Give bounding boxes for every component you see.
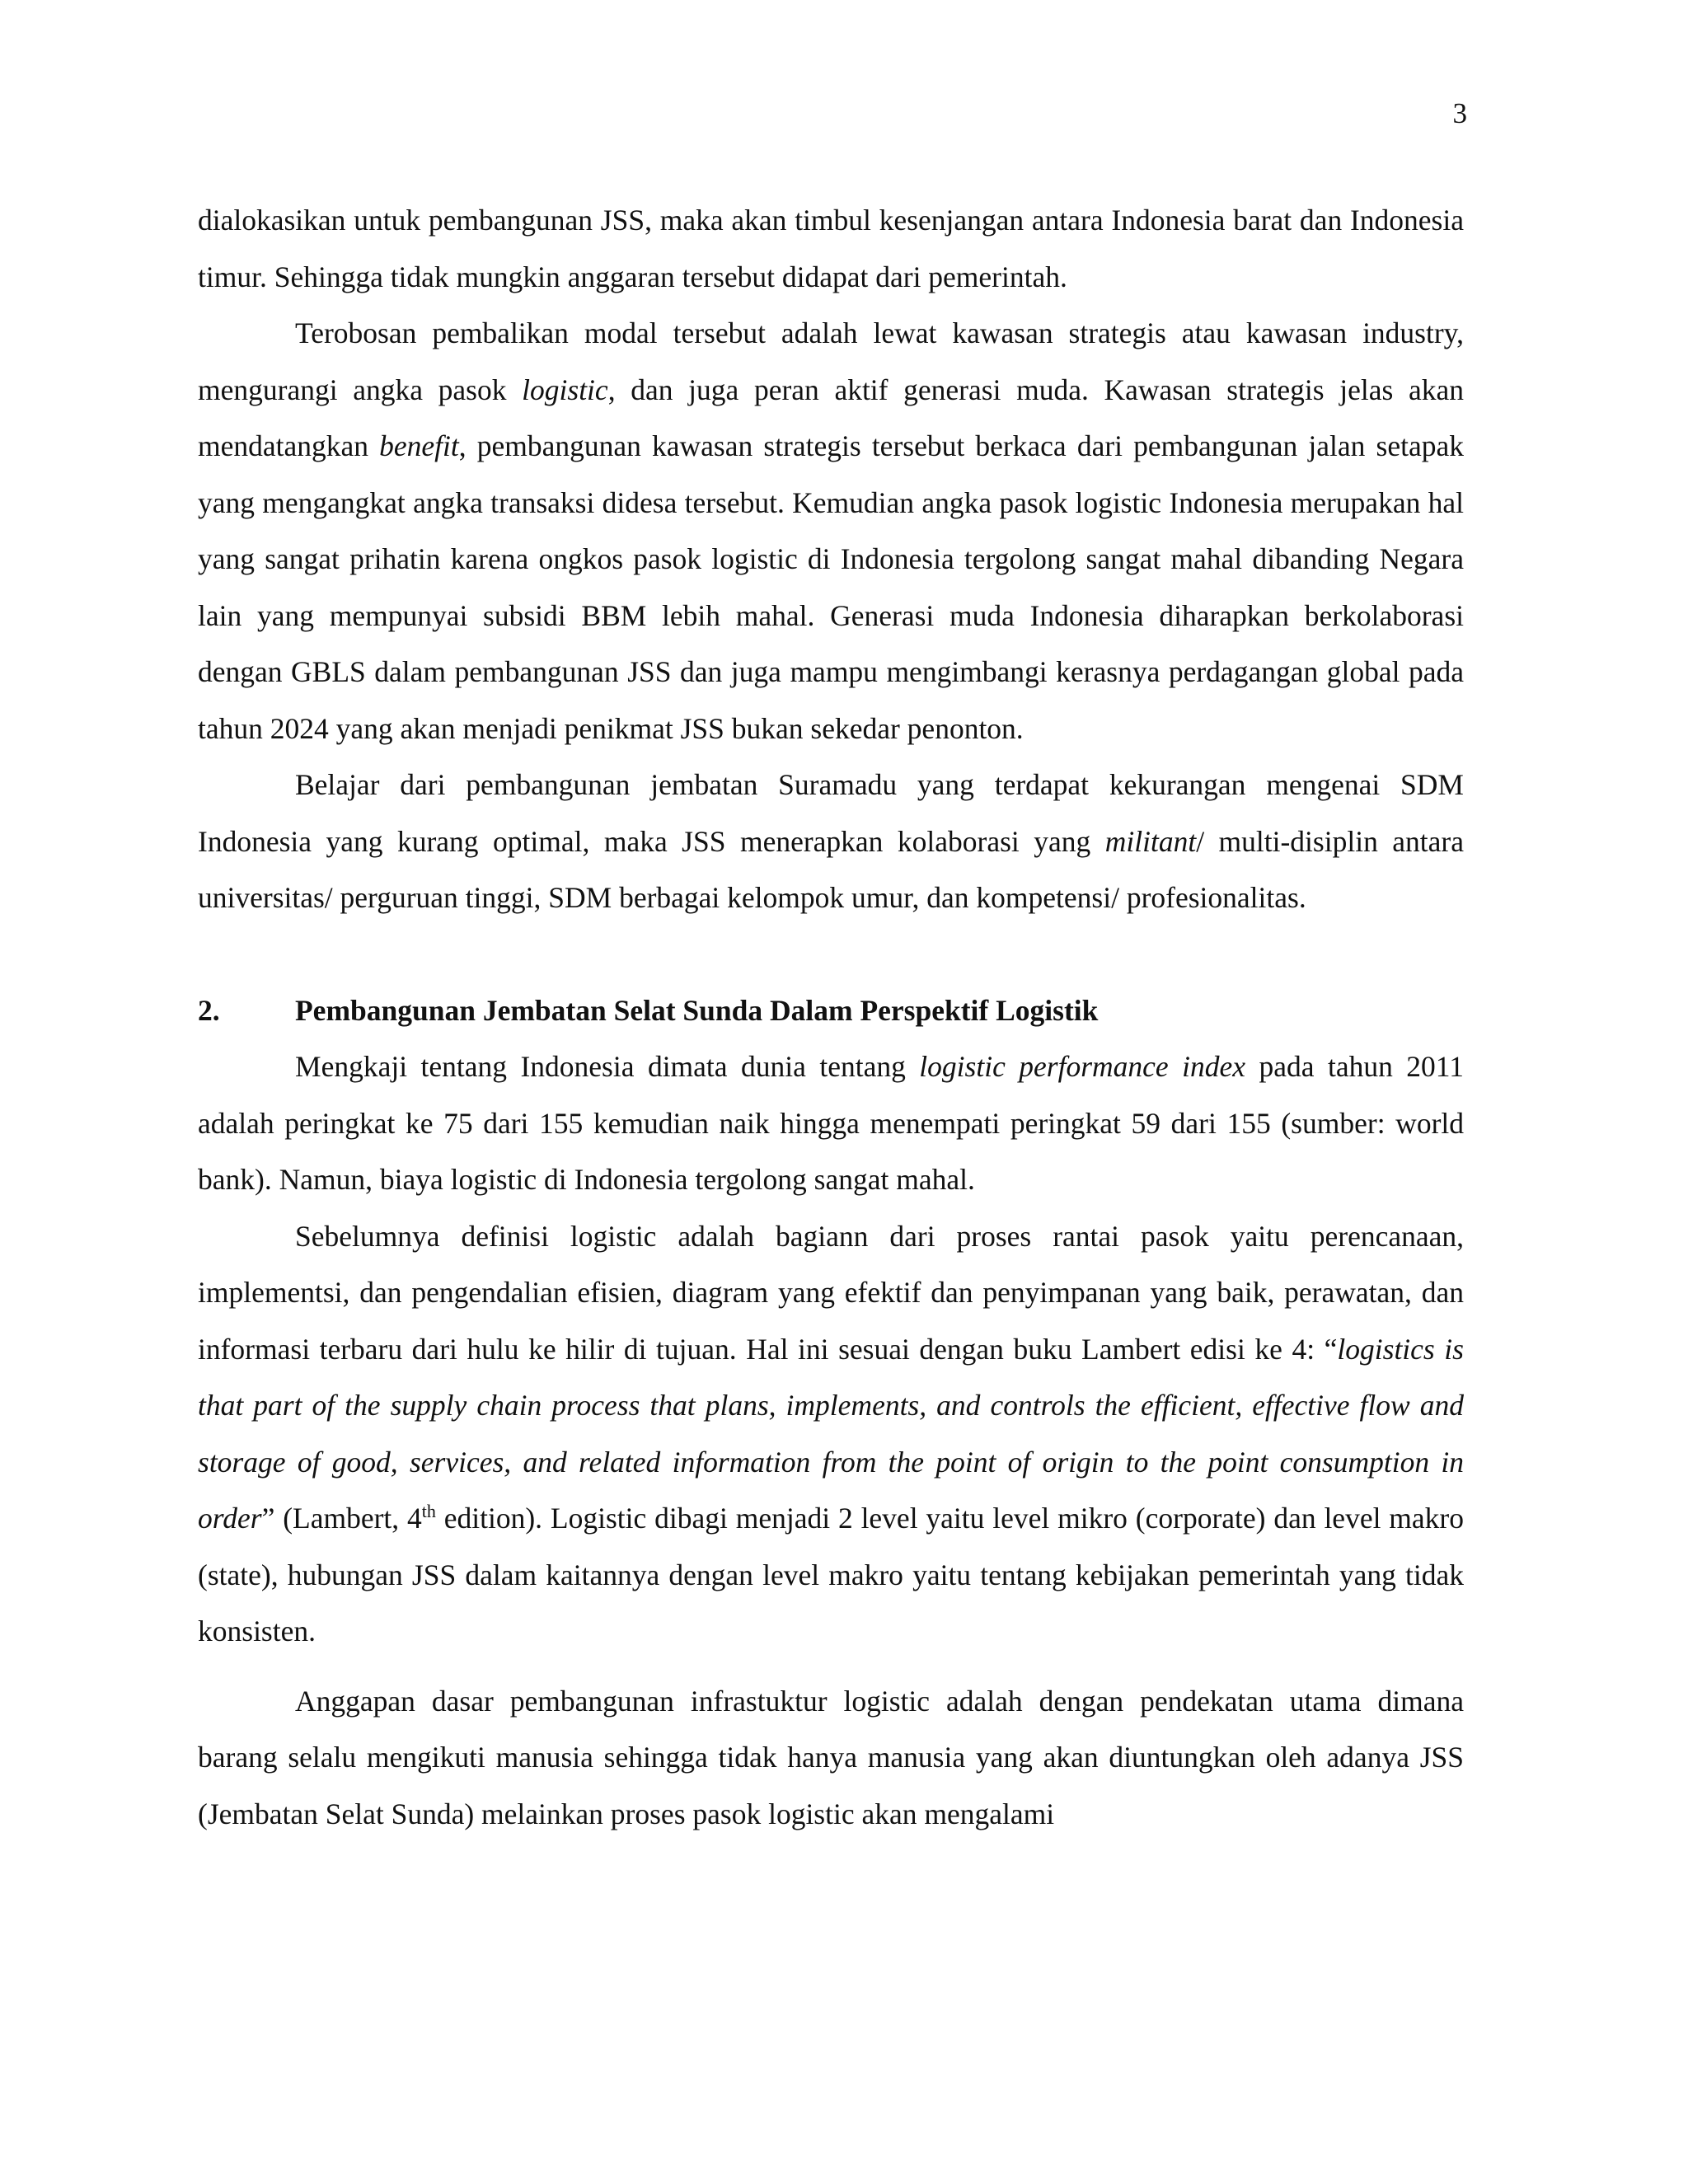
paragraph-text: Belajar dari pembangunan jembatan Suramadu yang terdapat kekurangan mengenai SDM Indonesia yang kurang optimal, maka JSS menerapkan kolaborasi yang	[198, 768, 1464, 858]
section-spacer	[198, 926, 1464, 982]
superscript: th	[421, 1501, 436, 1522]
paragraph-text: / multi-disiplin antara universitas/ perguruan tinggi, SDM berbagai kelompok umur, dan kompetensi/ profesionalitas.	[198, 824, 1464, 914]
paragraph-6	[198, 1673, 1464, 1843]
paragraph-1	[198, 192, 1464, 305]
document-body	[198, 192, 1464, 1842]
italic-term: benefit	[379, 429, 459, 462]
paragraph-text: ” (Lambert, 4	[261, 1502, 422, 1535]
paragraph-text: edition). Logistic dibagi menjadi 2 level yaitu level mikro (corporate) dan level makro (state), hubungan JSS dalam kaitannya dengan level makro yaitu tentang kebijakan pemerintah yang tidak konsisten.	[198, 1502, 1464, 1647]
italic-term: logistic performance index	[919, 1050, 1246, 1083]
paragraph-text: dialokasikan untuk pembangunan JSS, maka akan timbul kesenjangan antara Indonesia barat dan Indonesia timur. Sehingga tidak mungkin anggaran tersebut didapat dari pemerintah.	[198, 204, 1464, 293]
section-heading	[198, 982, 1464, 1039]
section-number: 2.	[198, 993, 220, 1027]
paragraph-text: Mengkaji tentang Indonesia dimata dunia tentang	[295, 1050, 920, 1083]
paragraph-5	[198, 1208, 1464, 1660]
paragraph-text: Anggapan dasar pembangunan infrastuktur logistic adalah dengan pendekatan utama dimana barang selalu mengikuti manusia sehingga tidak hanya manusia yang akan diuntungkan oleh adanya JSS (Jembatan Selat Sunda) melainkan proses pasok logistic akan mengalami	[198, 1684, 1464, 1830]
italic-quote: logistics is that part of the supply chain process that plans, implements, and controls the efficient, effective flow and storage of good, services, and related information from the point of origin to the point consumption in order	[198, 1332, 1464, 1535]
page-number: 3	[1452, 97, 1467, 129]
paragraph-text: , pembangunan kawasan strategis tersebut berkaca dari pembangunan jalan setapak yang mengangkat angka transaksi didesa tersebut. Kemudian angka pasok logistic Indonesia merupakan hal yang sangat prihatin karena ongkos pasok logistic di Indonesia tergolong sangat mahal dibanding Negara lain yang mempunyai subsidi BBM lebih mahal. Generasi muda Indonesia diharapkan berkolaborasi dengan GBLS dalam pembangunan JSS dan juga mampu mengimbangi kerasnya perdagangan global pada tahun 2024 yang akan menjadi penikmat JSS bukan sekedar penonton.	[198, 429, 1464, 745]
paragraph-4	[198, 1038, 1464, 1208]
paragraph-text: , dan juga peran aktif generasi muda. Kawasan strategis jelas akan mendatangkan	[198, 373, 1464, 462]
italic-term: logistic	[522, 373, 608, 406]
section-title: Pembangunan Jembatan Selat Sunda Dalam Perspektif Logistik	[295, 993, 1099, 1027]
paragraph-text: Sebelumnya definisi logistic adalah bagiann dari proses rantai pasok yaitu perencanaan, implementsi, dan pengendalian efisien, diagram yang efektif dan penyimpanan yang baik, perawatan, dan informasi terbaru dari hulu ke hilir di tujuan. Hal ini sesuai dengan buku Lambert edisi ke 4: “	[198, 1219, 1464, 1366]
italic-term: militant	[1104, 824, 1197, 858]
paragraph-text: pada tahun 2011 adalah peringkat ke 75 dari 155 kemudian naik hingga menempati peringkat 59 dari 155 (sumber: world bank). Namun, biaya logistic di Indonesia tergolong sangat mahal.	[198, 1050, 1464, 1196]
paragraph-2	[198, 305, 1464, 757]
paragraph-3	[198, 757, 1464, 926]
paragraph-text: Terobosan pembalikan modal tersebut adalah lewat kawasan strategis atau kawasan industry, mengurangi angka pasok	[198, 316, 1464, 406]
